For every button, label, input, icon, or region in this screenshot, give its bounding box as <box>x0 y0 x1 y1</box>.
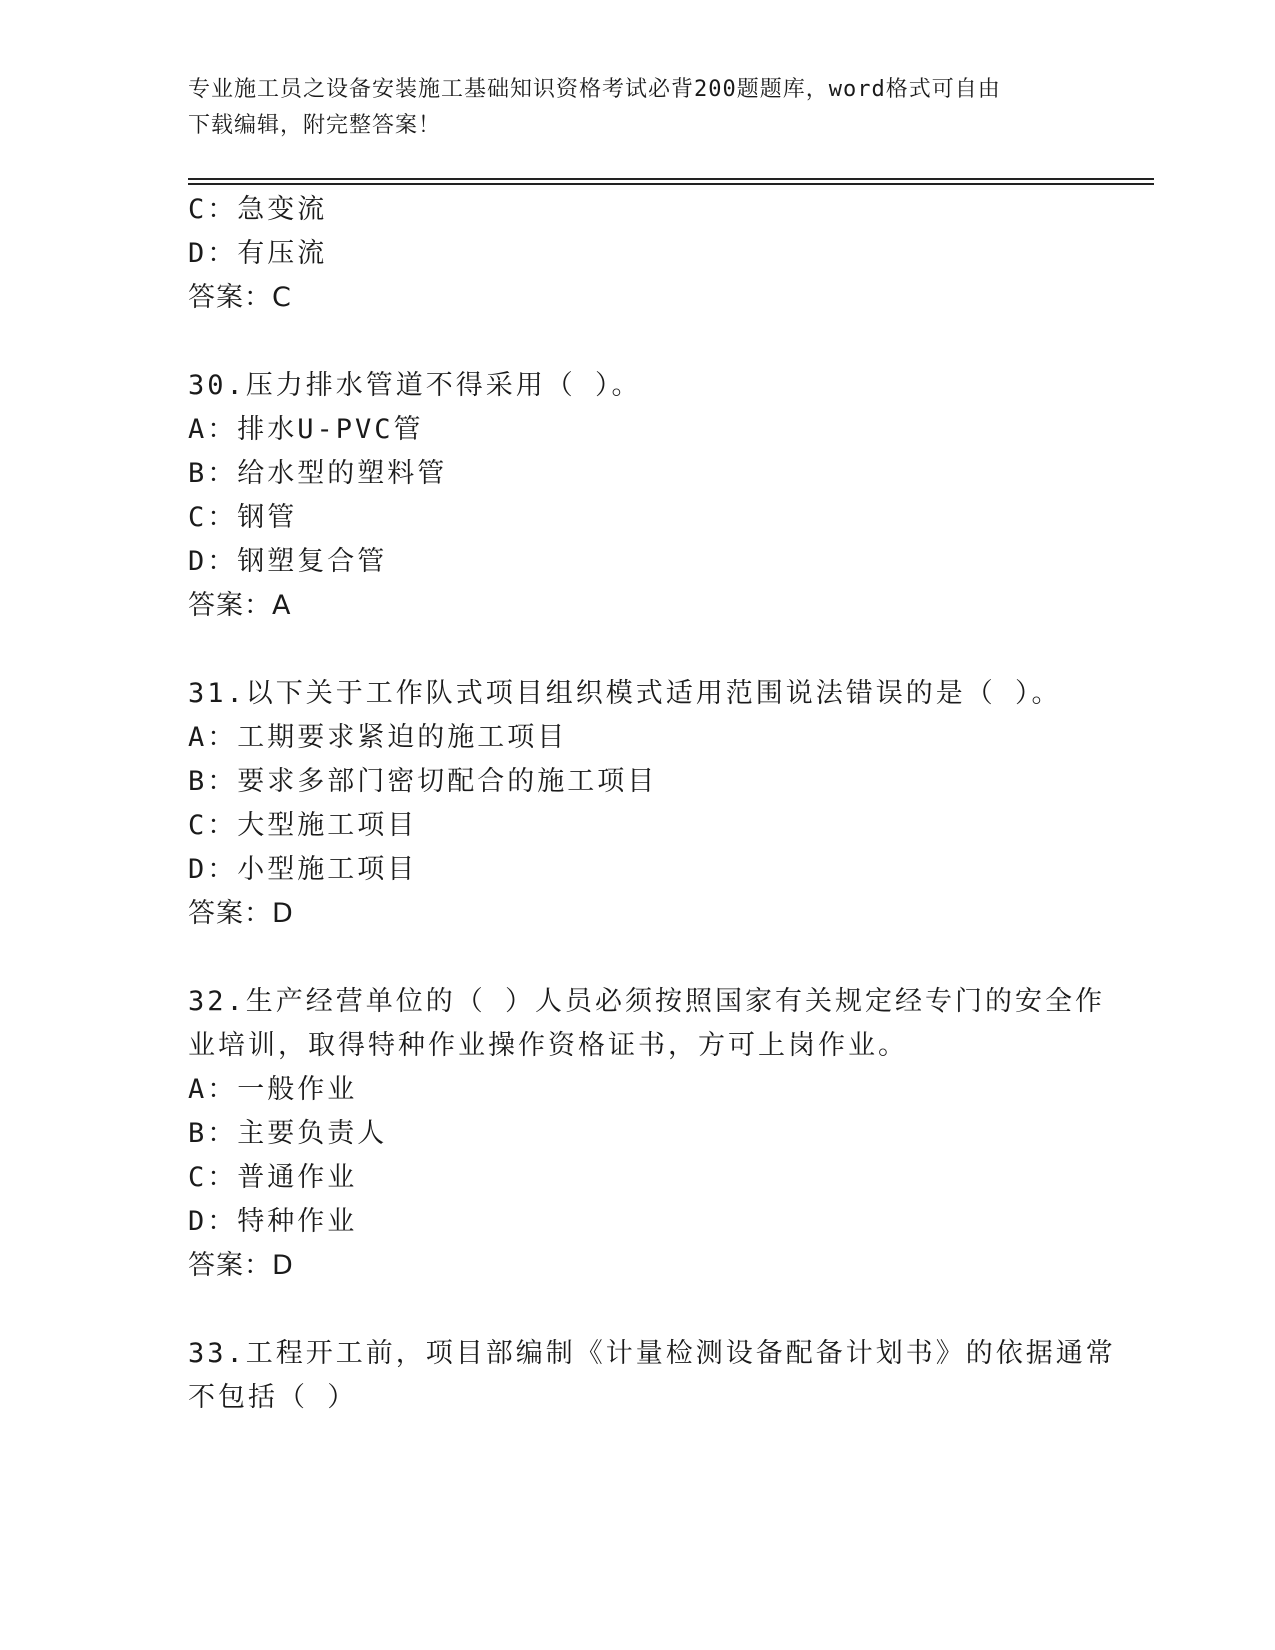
option-c: C：钢管 <box>188 502 298 533</box>
option-d: D：特种作业 <box>188 1206 358 1237</box>
question-stem: 33.工程开工前，项目部编制《计量检测设备配备计划书》的依据通常 <box>188 1338 1116 1369</box>
option-d: D：有压流 <box>188 238 328 269</box>
option-c: C：急变流 <box>188 194 328 225</box>
question-stem-continued: 业培训，取得特种作业操作资格证书，方可上岗作业。 <box>188 1030 908 1061</box>
option-c: C：普通作业 <box>188 1162 358 1193</box>
header-line-2: 下载编辑，附完整答案！ <box>188 113 442 138</box>
question-stem-continued: 不包括（ ） <box>188 1382 358 1413</box>
answer: 答案：D <box>188 898 294 929</box>
option-c: C：大型施工项目 <box>188 810 418 841</box>
option-a: A：排水U-PVC管 <box>188 414 424 445</box>
option-d: D：钢塑复合管 <box>188 546 388 577</box>
option-a: A：一般作业 <box>188 1074 358 1105</box>
option-a: A：工期要求紧迫的施工项目 <box>188 722 568 753</box>
option-d: D：小型施工项目 <box>188 854 418 885</box>
answer: 答案：D <box>188 1250 294 1281</box>
question-stem: 31.以下关于工作队式项目组织模式适用范围说法错误的是（ ）。 <box>188 678 1062 709</box>
answer: 答案：A <box>188 590 292 621</box>
question-stem: 32.生产经营单位的（ ）人员必须按照国家有关规定经专门的安全作 <box>188 986 1106 1017</box>
header-line-1: 专业施工员之设备安装施工基础知识资格考试必背200题题库，word格式可自由 <box>188 77 1001 102</box>
option-b: B：主要负责人 <box>188 1118 388 1149</box>
question-stem: 30.压力排水管道不得采用（ ）。 <box>188 370 642 401</box>
document-header <box>188 72 1068 144</box>
option-b: B：要求多部门密切配合的施工项目 <box>188 766 658 797</box>
header-divider-bottom <box>188 183 1154 185</box>
header-divider-top <box>188 178 1154 180</box>
answer: 答案：C <box>188 282 292 313</box>
option-b: B：给水型的塑料管 <box>188 458 448 489</box>
